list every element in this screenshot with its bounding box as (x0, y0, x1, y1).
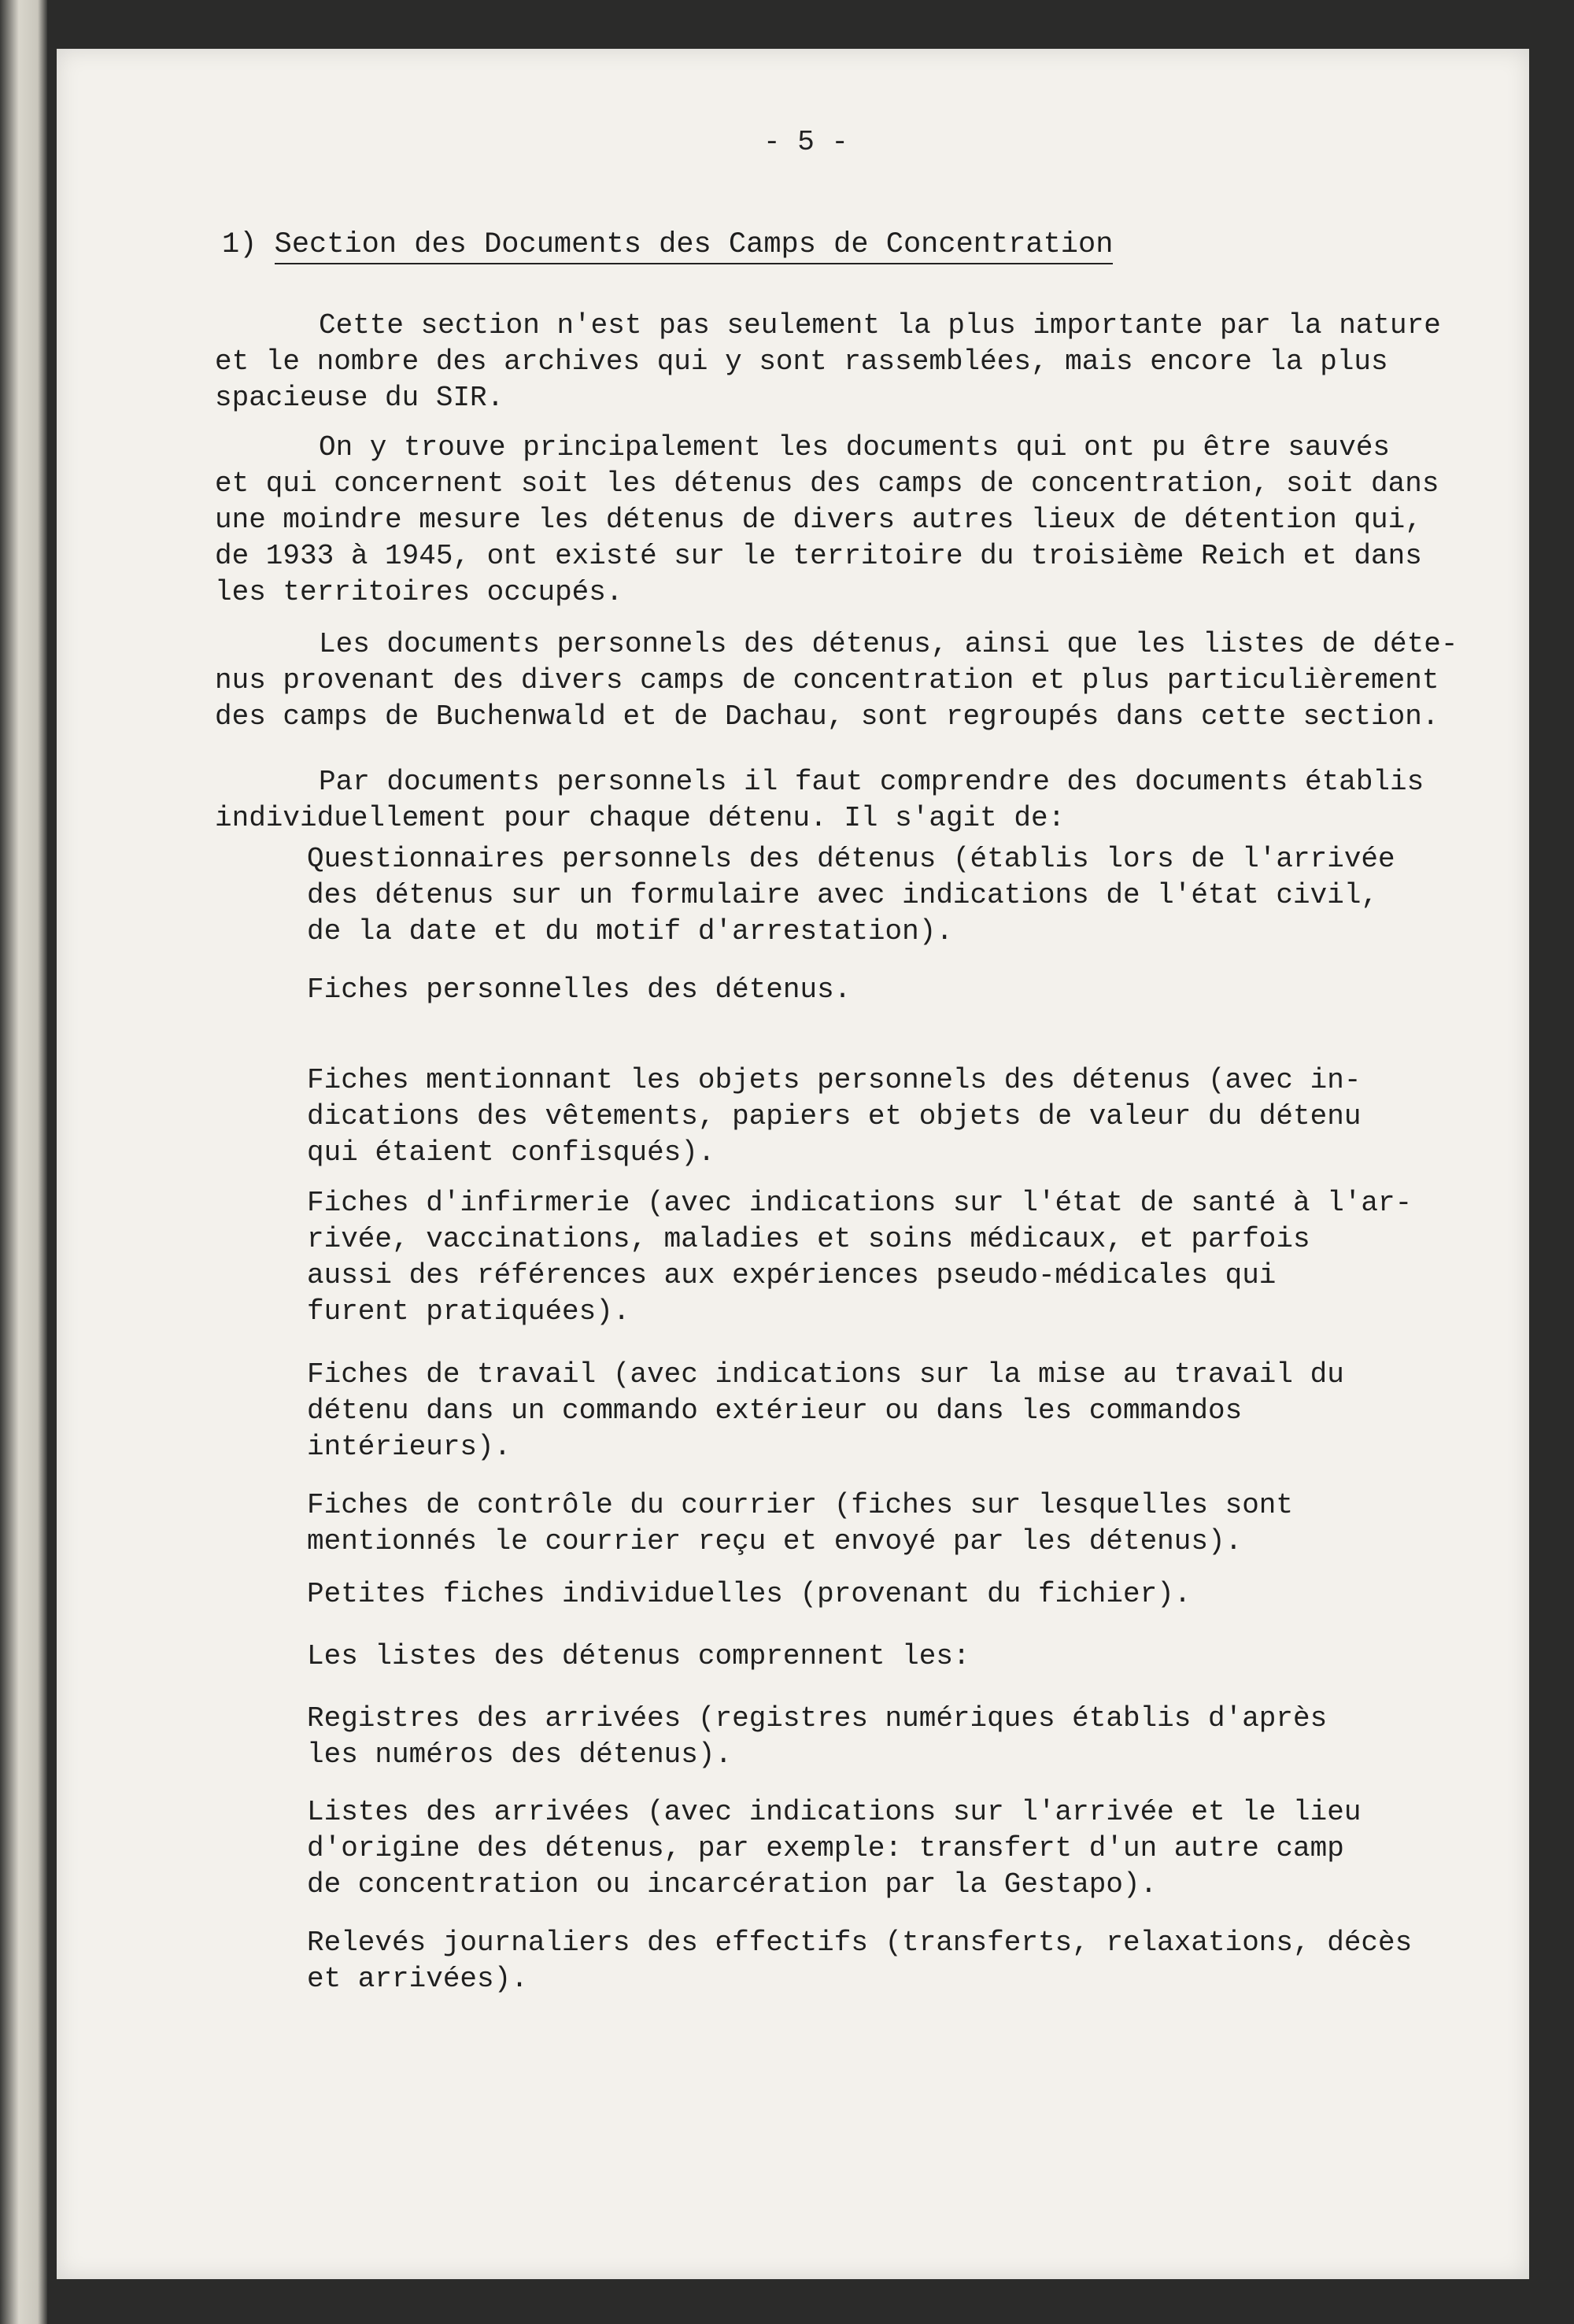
paragraph (215, 764, 1424, 837)
section-heading (222, 228, 1113, 261)
text-line: Fiches personnelles des détenus. (307, 974, 852, 1006)
text-line: et le nombre des archives qui y sont rassemblées, mais encore la plus (215, 345, 1388, 378)
text-line: et arrivées). (307, 1963, 528, 1995)
list-item (307, 841, 1395, 950)
text-line: les territoires occupés. (215, 576, 623, 608)
list-item (307, 972, 851, 1008)
text-line: Fiches mentionnant les objets personnels des détenus (avec in- (307, 1064, 1362, 1096)
text-line: rivée, vaccinations, maladies et soins médicaux, et parfois (307, 1223, 1310, 1255)
text-line: furent pratiquées). (307, 1295, 630, 1328)
text-line: des détenus sur un formulaire avec indications de l'état civil, (307, 879, 1379, 911)
list-item (307, 1576, 1191, 1613)
text-line: Listes des arrivées (avec indications sur l'arrivée et le lieu (307, 1796, 1362, 1828)
list-item (307, 1185, 1412, 1330)
text-line: qui étaient confisqués). (307, 1136, 715, 1169)
text-line: de concentration ou incarcération par la Gestapo). (307, 1868, 1158, 1901)
paragraph (215, 626, 1458, 735)
text-line: Fiches d'infirmerie (avec indications sur l'état de santé à l'ar- (307, 1187, 1413, 1219)
text-line: individuellement pour chaque détenu. Il s'agit de: (215, 802, 1066, 834)
text-line: Petites fiches individuelles (provenant du fichier). (307, 1578, 1192, 1610)
list-item (307, 1062, 1361, 1171)
list-item (307, 1794, 1361, 1903)
text-line: dications des vêtements, papiers et objets de valeur du détenu (307, 1100, 1362, 1132)
lists-intro: Les listes des détenus comprennent les: (307, 1640, 970, 1672)
text-line: nus provenant des divers camps de concentration et plus particulièrement (215, 664, 1439, 696)
list-item (307, 1701, 1327, 1773)
text-line: de 1933 à 1945, ont existé sur le territoire du troisième Reich et dans (215, 540, 1422, 572)
text-line: Questionnaires personnels des détenus (établis lors de l'arrivée (307, 843, 1395, 875)
page-number: - 5 - (763, 126, 849, 158)
text-line: spacieuse du SIR. (215, 382, 504, 414)
text-line: Registres des arrivées (registres numériques établis d'après (307, 1702, 1328, 1735)
text-line: mentionnés le courrier reçu et envoyé par les détenus). (307, 1525, 1243, 1557)
text-line: détenu dans un commando extérieur ou dans les commandos (307, 1395, 1243, 1427)
text-line: Cette section n'est pas seulement la plus importante par la nature (319, 309, 1441, 342)
list-item (307, 1925, 1412, 1997)
paragraph (215, 308, 1441, 416)
section-title: Section des Documents des Camps de Concentration (275, 228, 1114, 264)
text-line: intérieurs). (307, 1431, 512, 1463)
list-item (307, 1357, 1344, 1465)
section-number: 1) (222, 228, 257, 261)
text-line: aussi des références aux expériences pseudo-médicales qui (307, 1259, 1277, 1291)
list-item (307, 1487, 1293, 1560)
text-line: Par documents personnels il faut comprendre des documents établis (319, 766, 1424, 798)
text-line: de la date et du motif d'arrestation). (307, 915, 953, 948)
text-line: Relevés journaliers des effectifs (transferts, relaxations, décès (307, 1927, 1413, 1959)
text-line: Fiches de contrôle du courrier (fiches sur lesquelles sont (307, 1489, 1294, 1521)
text-line: d'origine des détenus, par exemple: transfert d'un autre camp (307, 1832, 1344, 1864)
text-line: On y trouve principalement les documents qui ont pu être sauvés (319, 431, 1391, 464)
text-line: des camps de Buchenwald et de Dachau, sont regroupés dans cette section. (215, 700, 1439, 733)
paragraph (215, 430, 1439, 611)
text-line: Fiches de travail (avec indications sur la mise au travail du (307, 1358, 1344, 1391)
text-line: les numéros des détenus). (307, 1738, 733, 1771)
text-line: Les documents personnels des détenus, ainsi que les listes de déte- (319, 628, 1458, 660)
adjacent-page-edge (0, 0, 47, 2324)
text-line: et qui concernent soit les détenus des camps de concentration, soit dans (215, 467, 1439, 500)
text-line: une moindre mesure les détenus de divers autres lieux de détention qui, (215, 504, 1422, 536)
